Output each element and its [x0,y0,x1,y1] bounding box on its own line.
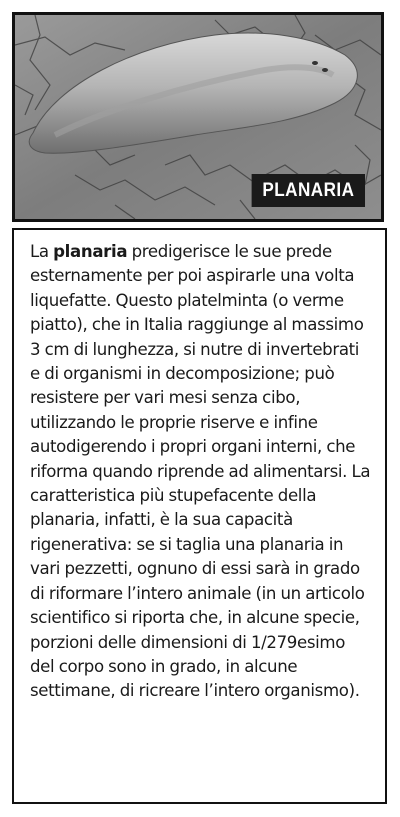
article-box [12,228,387,804]
planaria-photo [12,12,384,222]
body-text: predigerisce le sue prede esternamente per poi aspirarle una volta liquefatte. Questo platelminta (o verme piatto), che in Italia raggiunge al massimo 3 cm di lunghezza, si nutre di invertebrati e di organismi in decomposizione; può resistere per vari mesi senza cibo, utilizzando le proprie riserve e infine autodigerendo i propri organi interni, che riforma quando riprende ad alimentarsi. La caratteristica più stupefacente della planaria, infatti, è la sua capacità rigenerativa: se si taglia una planaria in vari pezzetti, ognuno di essi sarà in grado di riformare l’intero animale (in un articolo scientifico si riporta che, in alcune specie, porzioni delle dimensioni di 1/279esimo del corpo sono in grado, in alcune settimane, di ricreare l’intero organismo). [30,242,371,701]
intro-text: La [30,242,54,261]
caption-label: PLANARIA [251,174,365,207]
bold-term: planaria [53,242,128,261]
article-paragraph [30,240,371,704]
